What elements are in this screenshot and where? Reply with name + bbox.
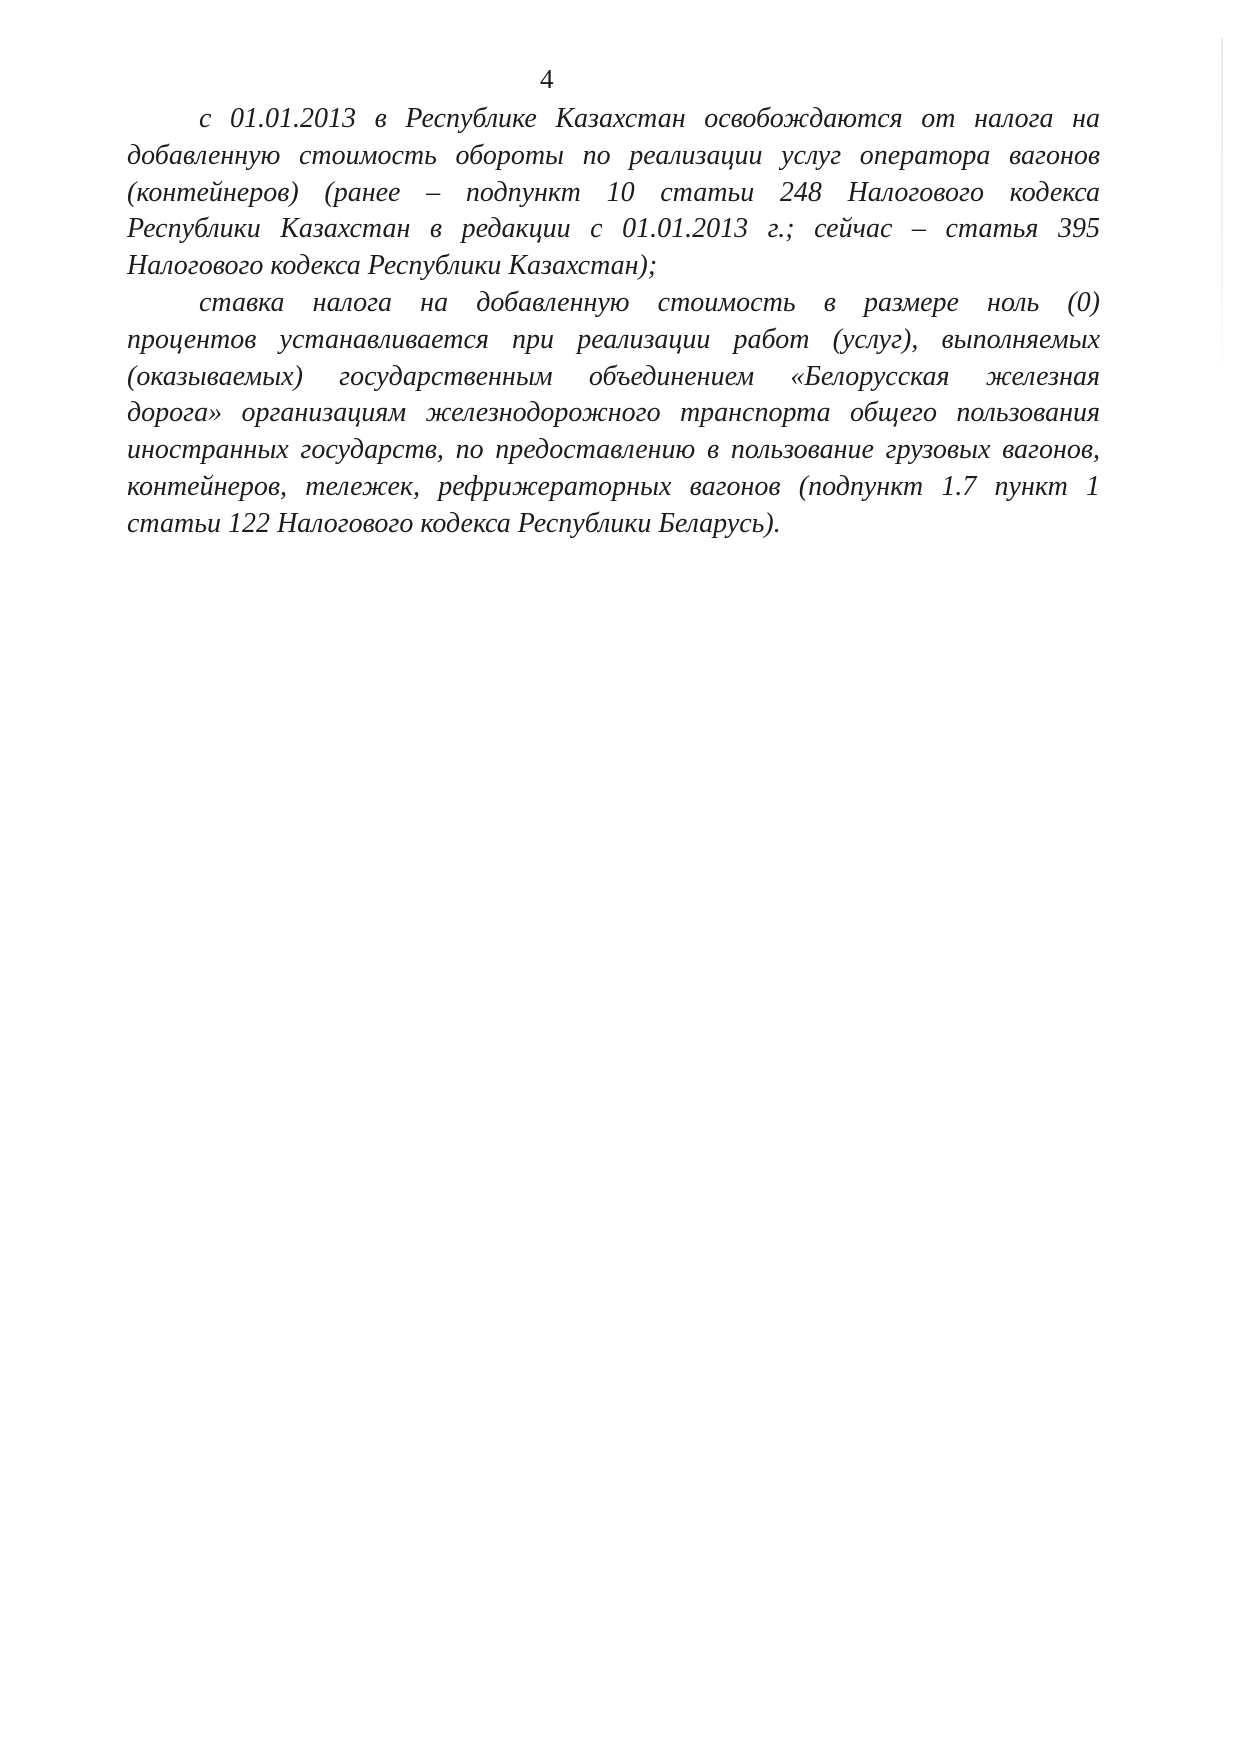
document-body	[127, 101, 1100, 543]
text-line: Республики Казахстан в редакции с 01.01.2013 г.; сейчас – статья 395	[127, 213, 1100, 245]
paragraph-1	[127, 101, 1100, 285]
text-line: добавленную стоимость обороты по реализации услуг оператора вагонов	[127, 139, 1100, 171]
text-line: дорога» организациям железнодорожного транспорта общего пользования	[127, 397, 1100, 429]
text-line: иностранных государств, по предоставлению в пользование грузовых вагонов,	[127, 434, 1100, 466]
text-line: контейнеров, тележек, рефрижераторных вагонов (подпункт 1.7 пункт 1	[127, 470, 1100, 502]
text-line: (контейнеров) (ранее – подпункт 10 статьи 248 Налогового кодекса	[127, 176, 1100, 208]
text-line: Налогового кодекса Республики Казахстан);	[127, 250, 658, 282]
text-line: процентов устанавливается при реализации работ (услуг), выполняемых	[127, 323, 1100, 355]
paragraph-2	[127, 285, 1100, 543]
page-number: 4	[540, 64, 554, 94]
text-line: ставка налога на добавленную стоимость в размере ноль (0)	[199, 286, 1100, 318]
scan-edge-artifact	[1221, 38, 1223, 388]
text-line: статьи 122 Налогового кодекса Республики Беларусь).	[127, 507, 781, 539]
text-line: с 01.01.2013 в Республике Казахстан освобождаются от налога на	[199, 103, 1100, 134]
text-line: (оказываемых) государственным объединением «Белорусская железная	[127, 360, 1100, 392]
